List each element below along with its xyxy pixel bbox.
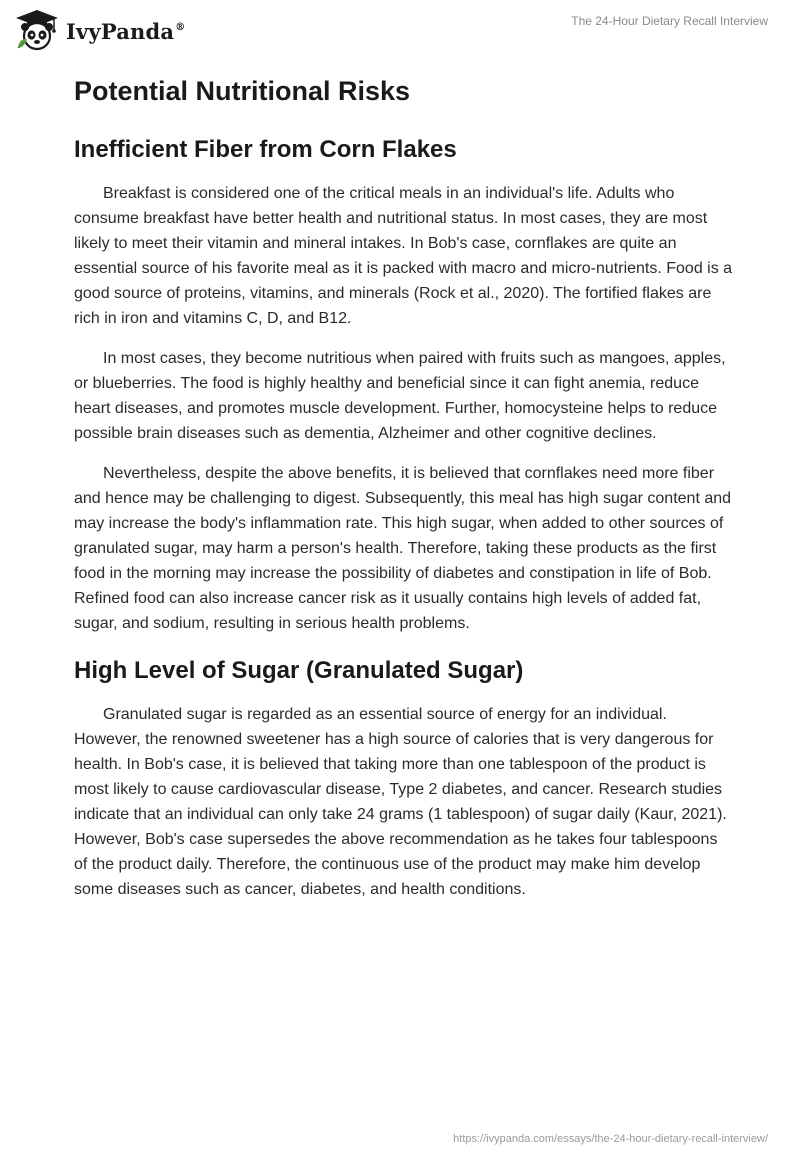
section-heading-sugar: High Level of Sugar (Granulated Sugar) [74,657,524,684]
panda-logo-icon [14,8,60,52]
page-title: Potential Nutritional Risks [74,76,411,106]
paragraph: In most cases, they become nutritious when paired with fruits such as mangoes, apples, or blueberries. The food is highly healthy and beneficial since it can fight anemia, reduce heart diseases, and promotes muscle development. Further, homocysteine helps to reduce possible brain diseases such as dementia, Alzheimer and other cognitive declines. [74,350,726,442]
paragraph: Nevertheless, despite the above benefits, it is believed that cornflakes need more fiber and hence may be challenging to digest. Subsequently, this meal has high sugar content and may increase the body's inflammation rate. This high sugar, when added to other sources of granulated sugar, may harm a person's health. Therefore, taking these products as the first food in the morning may increase the possibility of diabetes and constipation in life of Bob. Refined food can also increase cancer risk as it usually contains high levels of added fat, sugar, and sodium, resulting in serious health problems. [74,465,732,632]
article-body [74,72,734,902]
paragraph: Breakfast is considered one of the critical meals in an individual's life. Adults who consume breakfast have better health and nutritional status. In most cases, they are most likely to meet their vitamin and mineral intakes. In Bob's case, cornflakes are quite an essential source of his favorite meal as it is packed with macro and micro-nutrients. Food is a good source of proteins, vitamins, and minerals (Rock et al., 2020). The fortified flakes are rich in iron and vitamins C, D, and B12. [74,185,733,327]
section-heading-fiber: Inefficient Fiber from Corn Flakes [74,136,457,163]
document-title: The 24-Hour Dietary Recall Interview [571,14,768,28]
paragraph: Granulated sugar is regarded as an essential source of energy for an individual. However, the renowned sweetener has a high source of calories that is very dangerous for health. In Bob's case, it is believed that taking more than one tablespoon of the product is most likely to cause cardiovascular disease, Type 2 diabetes, and cancer. Research studies indicate that an individual can only take 24 grams (1 tablespoon) of sugar daily (Kaur, 2021). However, Bob's case supersedes the above recommendation as he takes four tablespoons of the product daily. Therefore, the continuous use of the product may make him develop some diseases such as cancer, diabetes, and health conditions. [74,706,727,898]
source-url[interactable]: https://ivypanda.com/essays/the-24-hour-dietary-recall-interview/ [453,1133,768,1145]
logo-wordmark: IvyPanda® [66,18,186,44]
page-header [0,0,800,70]
ivypanda-logo[interactable] [14,8,185,52]
